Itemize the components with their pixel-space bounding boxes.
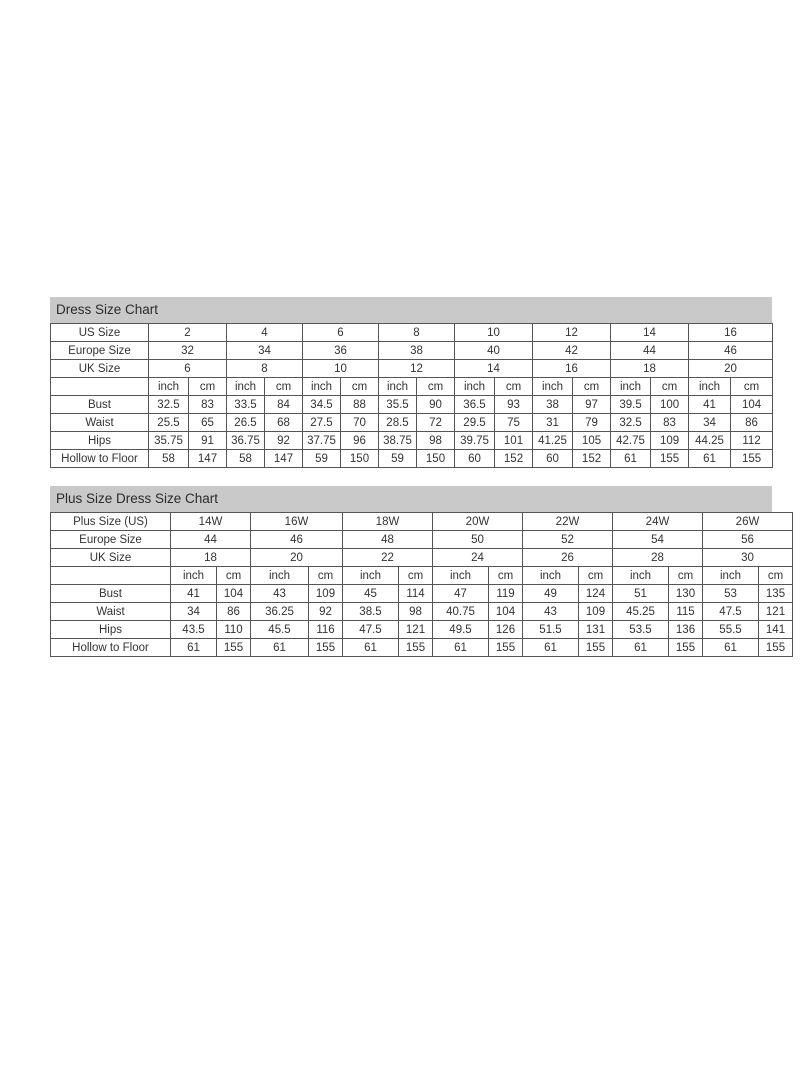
measurement-value: 155 [669, 639, 703, 657]
plus-size-chart [50, 486, 786, 657]
measurement-value: 45 [343, 585, 399, 603]
measurement-value: 44.25 [689, 432, 731, 450]
row-label: UK Size [51, 360, 149, 378]
size-value: 4 [227, 324, 303, 342]
measurement-value: 109 [309, 585, 343, 603]
measurement-row [51, 621, 793, 639]
measurement-value: 84 [265, 396, 303, 414]
size-row [51, 513, 793, 531]
measurement-value: 155 [651, 450, 689, 468]
measurement-value: 116 [309, 621, 343, 639]
unit-inch: inch [613, 567, 669, 585]
measurement-value: 41 [689, 396, 731, 414]
measurement-row [51, 450, 773, 468]
size-row [51, 324, 773, 342]
size-value: 48 [343, 531, 433, 549]
measurement-value: 61 [251, 639, 309, 657]
unit-inch: inch [171, 567, 217, 585]
measurement-value: 115 [669, 603, 703, 621]
measurement-value: 49.5 [433, 621, 489, 639]
measurement-value: 112 [731, 432, 773, 450]
row-label: Waist [51, 603, 171, 621]
measurement-value: 61 [171, 639, 217, 657]
measurement-value: 136 [669, 621, 703, 639]
measurement-value: 105 [573, 432, 611, 450]
measurement-value: 45.25 [613, 603, 669, 621]
unit-inch: inch [533, 378, 573, 396]
measurement-value: 55.5 [703, 621, 759, 639]
measurement-value: 26.5 [227, 414, 265, 432]
measurement-value: 83 [189, 396, 227, 414]
measurement-value: 32.5 [149, 396, 189, 414]
size-value: 18 [611, 360, 689, 378]
row-label: Hips [51, 621, 171, 639]
measurement-value: 152 [495, 450, 533, 468]
unit-cm: cm [399, 567, 433, 585]
measurement-value: 47.5 [703, 603, 759, 621]
chart-title: Plus Size Dress Size Chart [50, 486, 772, 512]
size-value: 28 [613, 549, 703, 567]
measurement-value: 97 [573, 396, 611, 414]
measurement-value: 60 [533, 450, 573, 468]
measurement-value: 98 [399, 603, 433, 621]
measurement-value: 110 [217, 621, 251, 639]
size-value: 26 [523, 549, 613, 567]
measurement-value: 34 [689, 414, 731, 432]
measurement-value: 121 [399, 621, 433, 639]
measurement-value: 39.5 [611, 396, 651, 414]
measurement-value: 92 [309, 603, 343, 621]
measurement-row [51, 603, 793, 621]
measurement-value: 155 [309, 639, 343, 657]
measurement-value: 59 [379, 450, 417, 468]
measurement-value: 104 [489, 603, 523, 621]
measurement-value: 75 [495, 414, 533, 432]
size-row [51, 360, 773, 378]
size-value: 10 [303, 360, 379, 378]
size-value: 38 [379, 342, 455, 360]
measurement-value: 126 [489, 621, 523, 639]
measurement-value: 92 [265, 432, 303, 450]
measurement-value: 41.25 [533, 432, 573, 450]
measurement-value: 79 [573, 414, 611, 432]
measurement-value: 141 [759, 621, 793, 639]
measurement-value: 61 [703, 639, 759, 657]
size-value: 50 [433, 531, 523, 549]
unit-cm: cm [759, 567, 793, 585]
size-row [51, 531, 793, 549]
measurement-value: 59 [303, 450, 341, 468]
size-value: 56 [703, 531, 793, 549]
size-value: 16W [251, 513, 343, 531]
row-label: Hollow to Floor [51, 450, 149, 468]
measurement-value: 96 [341, 432, 379, 450]
unit-inch: inch [455, 378, 495, 396]
measurement-value: 42.75 [611, 432, 651, 450]
unit-inch: inch [343, 567, 399, 585]
unit-inch: inch [523, 567, 579, 585]
size-value: 34 [227, 342, 303, 360]
size-value: 14 [455, 360, 533, 378]
unit-inch: inch [703, 567, 759, 585]
measurement-value: 155 [759, 639, 793, 657]
measurement-row [51, 432, 773, 450]
unit-inch: inch [149, 378, 189, 396]
size-row [51, 549, 793, 567]
measurement-value: 38.75 [379, 432, 417, 450]
measurement-value: 49 [523, 585, 579, 603]
unit-cm: cm [489, 567, 523, 585]
measurement-value: 83 [651, 414, 689, 432]
size-value: 22 [343, 549, 433, 567]
measurement-value: 119 [489, 585, 523, 603]
unit-cm: cm [495, 378, 533, 396]
row-label: Europe Size [51, 342, 149, 360]
measurement-value: 61 [689, 450, 731, 468]
measurement-value: 147 [189, 450, 227, 468]
unit-cm: cm [217, 567, 251, 585]
row-label [51, 567, 171, 585]
measurement-value: 53.5 [613, 621, 669, 639]
measurement-value: 38 [533, 396, 573, 414]
unit-header-row [51, 378, 773, 396]
size-value: 52 [523, 531, 613, 549]
size-value: 36 [303, 342, 379, 360]
row-label: US Size [51, 324, 149, 342]
plus-size-table [50, 512, 793, 657]
row-label: Bust [51, 396, 149, 414]
size-row [51, 342, 773, 360]
row-label: Bust [51, 585, 171, 603]
measurement-value: 65 [189, 414, 227, 432]
measurement-value: 35.5 [379, 396, 417, 414]
measurement-value: 36.5 [455, 396, 495, 414]
measurement-value: 72 [417, 414, 455, 432]
measurement-value: 43 [523, 603, 579, 621]
size-value: 24 [433, 549, 523, 567]
size-value: 44 [171, 531, 251, 549]
unit-inch: inch [611, 378, 651, 396]
size-value: 2 [149, 324, 227, 342]
measurement-value: 32.5 [611, 414, 651, 432]
measurement-value: 41 [171, 585, 217, 603]
measurement-value: 61 [343, 639, 399, 657]
measurement-value: 70 [341, 414, 379, 432]
size-value: 16 [533, 360, 611, 378]
unit-cm: cm [579, 567, 613, 585]
size-value: 44 [611, 342, 689, 360]
measurement-value: 131 [579, 621, 613, 639]
size-value: 40 [455, 342, 533, 360]
measurement-value: 28.5 [379, 414, 417, 432]
size-value: 12 [379, 360, 455, 378]
measurement-value: 150 [341, 450, 379, 468]
measurement-row [51, 585, 793, 603]
measurement-value: 155 [579, 639, 613, 657]
unit-inch: inch [251, 567, 309, 585]
measurement-value: 25.5 [149, 414, 189, 432]
size-value: 32 [149, 342, 227, 360]
size-value: 14W [171, 513, 251, 531]
measurement-value: 104 [731, 396, 773, 414]
size-value: 24W [613, 513, 703, 531]
measurement-value: 91 [189, 432, 227, 450]
measurement-value: 147 [265, 450, 303, 468]
measurement-value: 135 [759, 585, 793, 603]
size-value: 20W [433, 513, 523, 531]
measurement-value: 45.5 [251, 621, 309, 639]
unit-cm: cm [309, 567, 343, 585]
measurement-row [51, 396, 773, 414]
measurement-row [51, 639, 793, 657]
measurement-value: 101 [495, 432, 533, 450]
measurement-value: 36.75 [227, 432, 265, 450]
measurement-value: 47.5 [343, 621, 399, 639]
measurement-value: 61 [613, 639, 669, 657]
unit-inch: inch [303, 378, 341, 396]
measurement-value: 68 [265, 414, 303, 432]
size-value: 10 [455, 324, 533, 342]
measurement-value: 31 [533, 414, 573, 432]
measurement-value: 47 [433, 585, 489, 603]
size-value: 42 [533, 342, 611, 360]
measurement-value: 100 [651, 396, 689, 414]
unit-cm: cm [265, 378, 303, 396]
measurement-value: 27.5 [303, 414, 341, 432]
measurement-value: 37.75 [303, 432, 341, 450]
measurement-value: 109 [651, 432, 689, 450]
size-value: 12 [533, 324, 611, 342]
size-value: 26W [703, 513, 793, 531]
measurement-value: 43.5 [171, 621, 217, 639]
measurement-value: 51.5 [523, 621, 579, 639]
unit-inch: inch [433, 567, 489, 585]
measurement-value: 61 [433, 639, 489, 657]
unit-cm: cm [731, 378, 773, 396]
size-value: 20 [689, 360, 773, 378]
size-value: 54 [613, 531, 703, 549]
measurement-value: 33.5 [227, 396, 265, 414]
measurement-value: 152 [573, 450, 611, 468]
size-value: 46 [251, 531, 343, 549]
size-value: 6 [149, 360, 227, 378]
unit-cm: cm [341, 378, 379, 396]
measurement-value: 155 [399, 639, 433, 657]
row-label: Hips [51, 432, 149, 450]
unit-cm: cm [417, 378, 455, 396]
measurement-value: 29.5 [455, 414, 495, 432]
unit-inch: inch [689, 378, 731, 396]
dress-size-table [50, 323, 773, 468]
measurement-value: 86 [217, 603, 251, 621]
measurement-value: 58 [149, 450, 189, 468]
measurement-value: 51 [613, 585, 669, 603]
measurement-value: 109 [579, 603, 613, 621]
row-label [51, 378, 149, 396]
unit-cm: cm [669, 567, 703, 585]
measurement-value: 104 [217, 585, 251, 603]
measurement-value: 88 [341, 396, 379, 414]
measurement-value: 34.5 [303, 396, 341, 414]
measurement-value: 93 [495, 396, 533, 414]
measurement-value: 61 [523, 639, 579, 657]
size-value: 46 [689, 342, 773, 360]
dress-size-chart [50, 297, 772, 468]
measurement-value: 155 [489, 639, 523, 657]
measurement-value: 38.5 [343, 603, 399, 621]
measurement-value: 58 [227, 450, 265, 468]
measurement-value: 121 [759, 603, 793, 621]
measurement-value: 35.75 [149, 432, 189, 450]
measurement-value: 150 [417, 450, 455, 468]
size-value: 14 [611, 324, 689, 342]
measurement-value: 86 [731, 414, 773, 432]
size-value: 6 [303, 324, 379, 342]
measurement-value: 39.75 [455, 432, 495, 450]
size-value: 8 [379, 324, 455, 342]
measurement-row [51, 414, 773, 432]
row-label: Europe Size [51, 531, 171, 549]
measurement-value: 114 [399, 585, 433, 603]
row-label: Plus Size (US) [51, 513, 171, 531]
measurement-value: 53 [703, 585, 759, 603]
unit-inch: inch [379, 378, 417, 396]
size-value: 16 [689, 324, 773, 342]
unit-header-row [51, 567, 793, 585]
chart-title: Dress Size Chart [50, 297, 772, 323]
size-value: 18 [171, 549, 251, 567]
size-value: 30 [703, 549, 793, 567]
measurement-value: 40.75 [433, 603, 489, 621]
size-value: 8 [227, 360, 303, 378]
row-label: Hollow to Floor [51, 639, 171, 657]
measurement-value: 155 [217, 639, 251, 657]
measurement-value: 90 [417, 396, 455, 414]
measurement-value: 36.25 [251, 603, 309, 621]
size-value: 20 [251, 549, 343, 567]
measurement-value: 155 [731, 450, 773, 468]
unit-inch: inch [227, 378, 265, 396]
size-value: 22W [523, 513, 613, 531]
size-value: 18W [343, 513, 433, 531]
measurement-value: 43 [251, 585, 309, 603]
row-label: Waist [51, 414, 149, 432]
unit-cm: cm [573, 378, 611, 396]
row-label: UK Size [51, 549, 171, 567]
measurement-value: 98 [417, 432, 455, 450]
unit-cm: cm [189, 378, 227, 396]
measurement-value: 60 [455, 450, 495, 468]
measurement-value: 130 [669, 585, 703, 603]
measurement-value: 34 [171, 603, 217, 621]
measurement-value: 61 [611, 450, 651, 468]
measurement-value: 124 [579, 585, 613, 603]
unit-cm: cm [651, 378, 689, 396]
